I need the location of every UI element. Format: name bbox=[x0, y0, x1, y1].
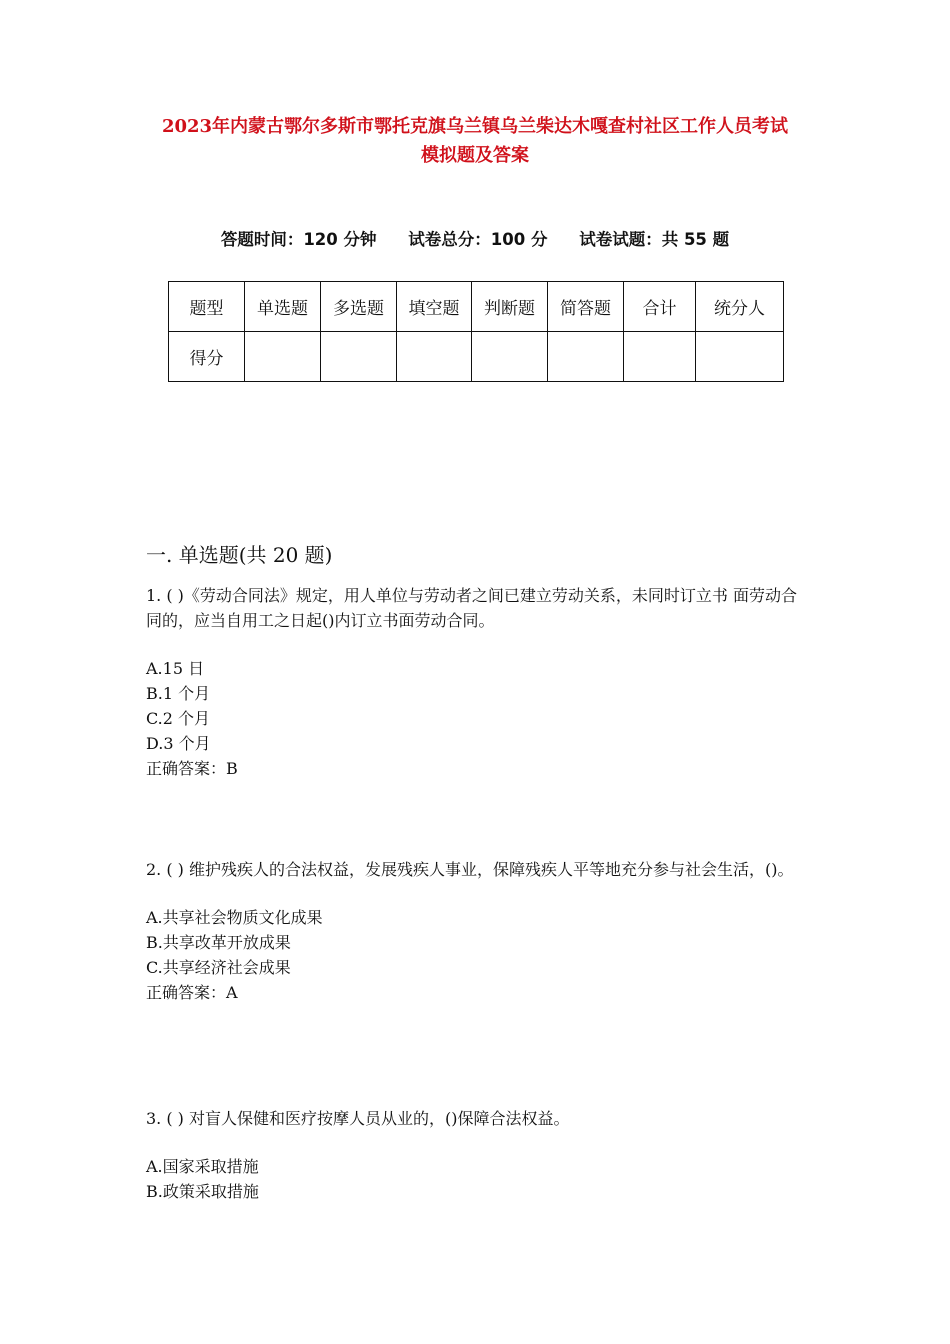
correct-answer: 正确答案：A bbox=[146, 983, 238, 1002]
title-line-1: 2023年内蒙古鄂尔多斯市鄂托克旗乌兰镇乌兰柴达木嘎查村社区工作人员考试 bbox=[161, 116, 789, 137]
option: C.2 个月 bbox=[146, 709, 211, 728]
header-cell: 多选题 bbox=[321, 282, 397, 332]
question-options bbox=[146, 1154, 812, 1204]
question-3 bbox=[146, 1106, 812, 1204]
question-options bbox=[146, 905, 812, 1005]
question-stem: 2. ( ) 维护残疾人的合法权益，发展残疾人事业，保障残疾人平等地充分参与社会生活，()。 bbox=[146, 860, 794, 879]
section-heading: 一. 单选题(共 20 题) bbox=[146, 543, 333, 567]
question-stem: 1. ( )《劳动合同法》规定，用人单位与劳动者之间已建立劳动关系，未同时订立书 面劳动合同的，应当自用工之日起()内订立书面劳动合同。 bbox=[146, 586, 798, 630]
document-title bbox=[120, 112, 830, 170]
correct-answer: 正确答案：B bbox=[146, 759, 238, 778]
option: B.共享改革开放成果 bbox=[146, 933, 291, 952]
score-table-score-row bbox=[169, 332, 784, 382]
header-cell: 题型 bbox=[169, 282, 245, 332]
score-cell bbox=[397, 332, 472, 382]
header-cell: 合计 bbox=[624, 282, 696, 332]
title-line-2: 模拟题及答案 bbox=[421, 145, 529, 166]
header-cell: 单选题 bbox=[245, 282, 321, 332]
option: B.政策采取措施 bbox=[146, 1182, 259, 1201]
score-table bbox=[168, 281, 784, 382]
option: B.1 个月 bbox=[146, 684, 211, 703]
question-stem: 3. ( ) 对盲人保健和医疗按摩人员从业的，()保障合法权益。 bbox=[146, 1109, 570, 1128]
score-cell bbox=[245, 332, 321, 382]
header-cell: 统分人 bbox=[696, 282, 784, 332]
score-cell bbox=[472, 332, 548, 382]
exam-total-score: 试卷总分：100 分 bbox=[408, 230, 548, 249]
option: C.共享经济社会成果 bbox=[146, 958, 291, 977]
header-cell: 判断题 bbox=[472, 282, 548, 332]
option: A.15 日 bbox=[146, 659, 205, 678]
score-cell bbox=[696, 332, 784, 382]
header-cell: 简答题 bbox=[548, 282, 624, 332]
score-cell bbox=[321, 332, 397, 382]
score-cell bbox=[548, 332, 624, 382]
score-cell bbox=[624, 332, 696, 382]
exam-meta bbox=[0, 226, 950, 250]
option: A.国家采取措施 bbox=[146, 1157, 259, 1176]
score-row-label: 得分 bbox=[169, 332, 245, 382]
exam-question-count: 试卷试题：共 55 题 bbox=[579, 230, 730, 249]
option: D.3 个月 bbox=[146, 734, 211, 753]
score-table-header-row bbox=[169, 282, 784, 332]
question-options bbox=[146, 656, 812, 781]
question-1 bbox=[146, 583, 812, 781]
header-cell: 填空题 bbox=[397, 282, 472, 332]
option: A.共享社会物质文化成果 bbox=[146, 908, 323, 927]
question-2 bbox=[146, 857, 812, 1005]
exam-time: 答题时间：120 分钟 bbox=[220, 230, 377, 249]
